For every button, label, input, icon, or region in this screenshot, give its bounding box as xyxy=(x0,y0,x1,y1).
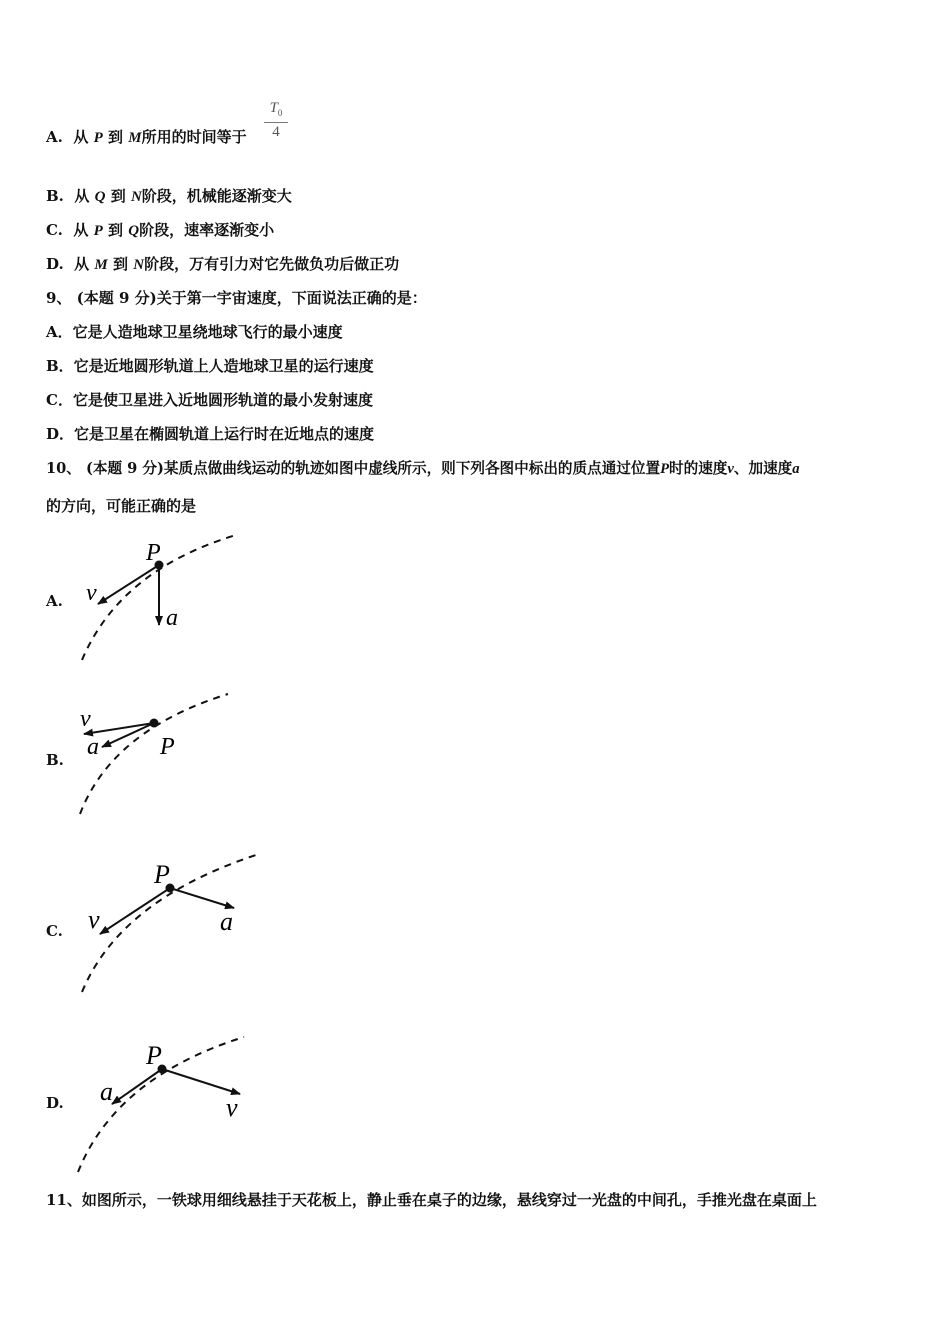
label-v: v xyxy=(86,580,97,606)
velocity-arrow xyxy=(100,888,170,934)
acceleration-arrow xyxy=(112,1069,162,1104)
velocity-arrow xyxy=(98,565,159,604)
fig-a-label: A. xyxy=(46,592,63,610)
q8-option-d: D. 从 M 到 N阶段，万有引力对它先做负功后做正功 xyxy=(46,255,400,273)
fig-d-label: D. xyxy=(46,1094,64,1112)
q9-option-c: C．它是使卫星进入近地圆形轨道的最小发射速度 xyxy=(46,391,373,409)
trajectory-curve xyxy=(80,694,228,814)
figure-d xyxy=(60,1032,260,1177)
fig-b-label: B. xyxy=(46,751,64,769)
label-a: a xyxy=(220,907,233,936)
q9-option-d: D．它是卫星在椭圆轨道上运行时在近地点的速度 xyxy=(46,425,375,443)
label-v: v xyxy=(88,905,100,934)
label-a: a xyxy=(166,605,178,631)
q8-option-b: B. 从 Q 到 N阶段，机械能逐渐变大 xyxy=(46,187,292,205)
q10-stem: 10、 (本题 9 分)某质点做曲线运动的轨迹如图中虚线所示，则下列各图中标出的质点通过位置P时的速度v、加速度a xyxy=(46,460,800,477)
label-v: v xyxy=(80,706,91,732)
q10-stem-line2: 的方向，可能正确的是 xyxy=(46,497,197,515)
figure-b xyxy=(60,690,250,820)
figure-c xyxy=(60,850,260,995)
figure-a xyxy=(60,530,250,665)
fraction-t0-over-4: $T_0$ 4 xyxy=(264,100,288,140)
acceleration-arrow xyxy=(170,888,234,908)
q9-stem: 9、 (本题 9 分)关于第一宇宙速度，下面说法正确的是： xyxy=(46,289,427,307)
label-p: P xyxy=(160,734,175,760)
q11-stem: 11、如图所示，一铁球用细线悬挂于天花板上，静止垂在桌子的边缘，悬线穿过一光盘的中间孔，手推光盘在桌面上 xyxy=(46,1191,817,1209)
q8-option-a: A. 从 P 到 M所用的时间等于 xyxy=(46,128,247,146)
label-p: P xyxy=(154,860,170,889)
fig-c-label: C. xyxy=(46,922,63,940)
label-p: P xyxy=(146,540,161,566)
label-p: P xyxy=(146,1041,162,1070)
label-a: a xyxy=(100,1077,113,1106)
label-a: a xyxy=(87,734,99,760)
velocity-arrow xyxy=(162,1069,240,1094)
label-v: v xyxy=(226,1093,238,1122)
q9-option-a: A．它是人造地球卫星绕地球飞行的最小速度 xyxy=(46,323,343,341)
q8-option-c: C. 从 P 到 Q阶段，速率逐渐变小 xyxy=(46,221,275,239)
q9-option-b: B．它是近地圆形轨道上人造地球卫星的运行速度 xyxy=(46,357,374,375)
